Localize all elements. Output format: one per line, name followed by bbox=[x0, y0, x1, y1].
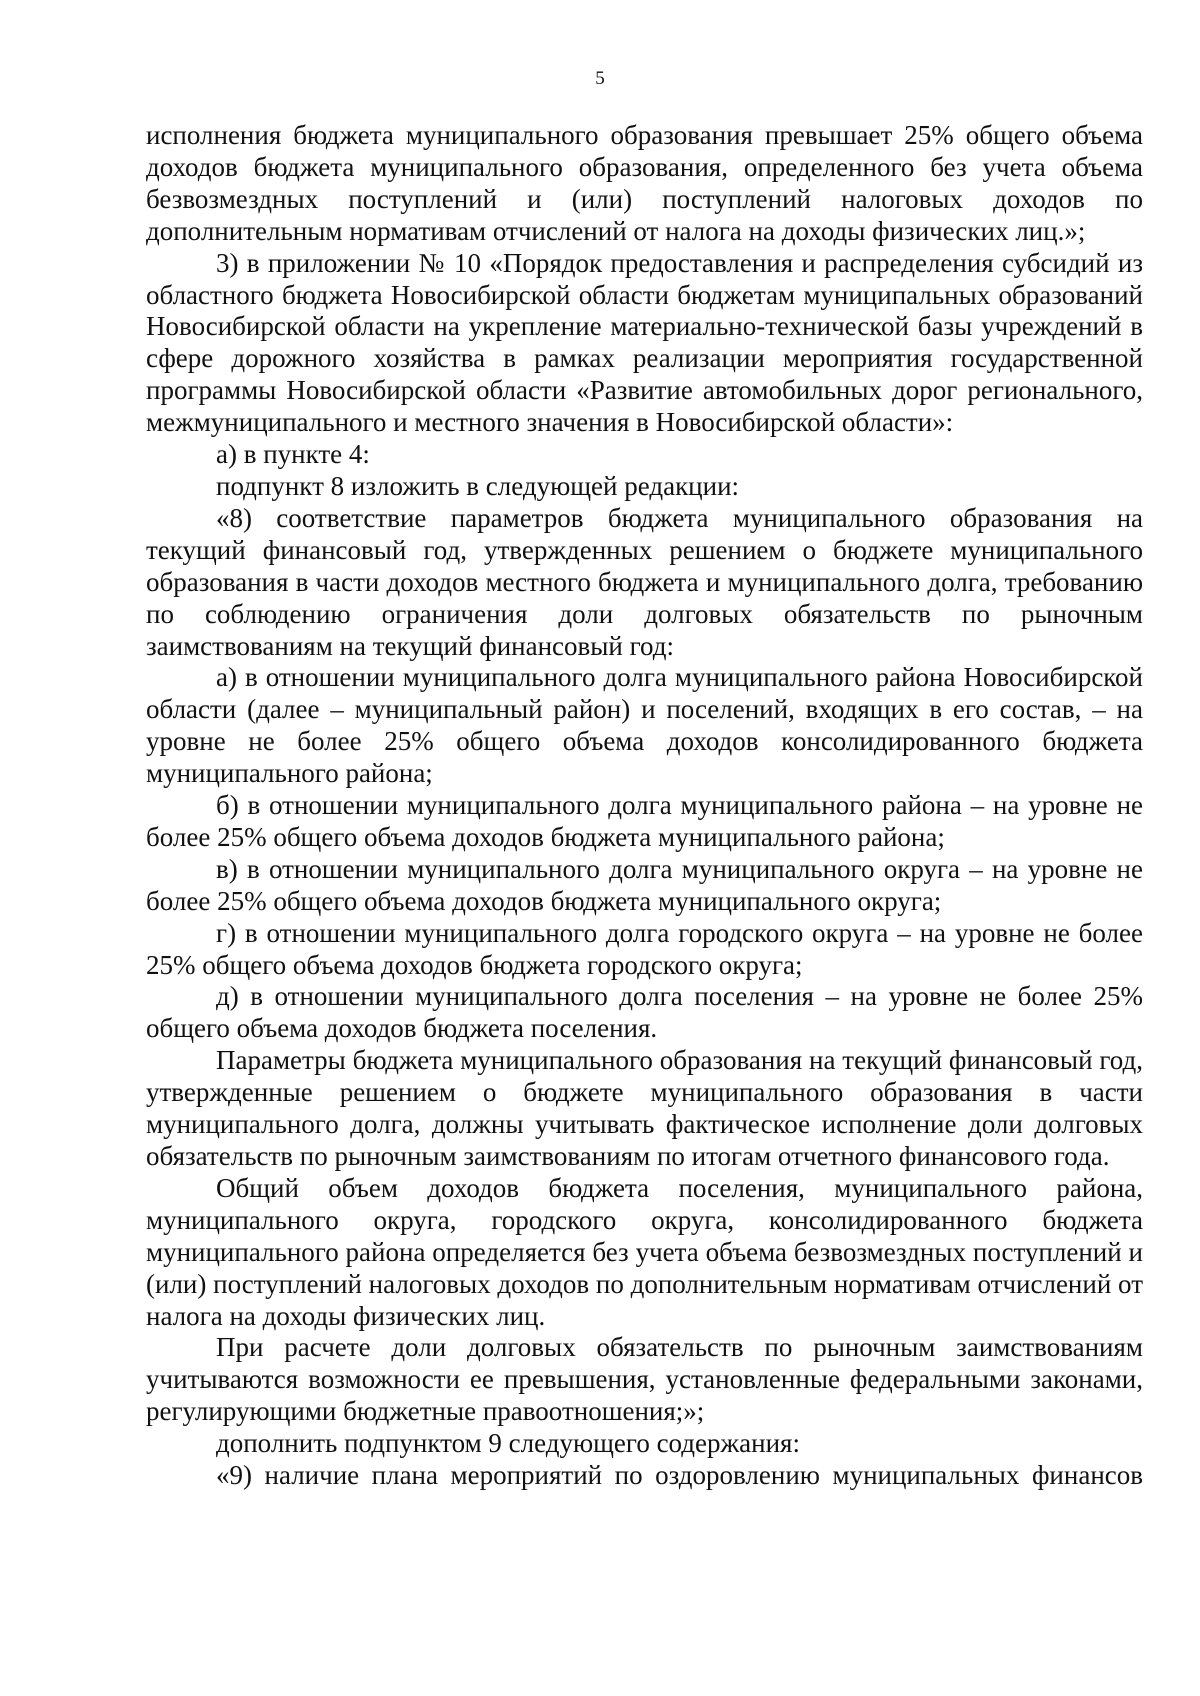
paragraph-budget-parameters: Параметры бюджета муниципального образования на текущий финансовый год, утвержденные решением о бюджете муниципального образования в части муниципального долга, должны учитывать фактическое исполнение доли долговых обязательств по рыночным заимствованиям по итогам отчетного финансового года. bbox=[146, 1045, 1143, 1171]
paragraph-total-income: Общий объем доходов бюджета поселения, муниципального района, муниципального округа, городского округа, консолидированного бюджета муниципального района определяется без учета объема безвозмездных поступлений и (или) поступлений налоговых доходов по дополнительным нормативам отчислений от налога на доходы физических лиц. bbox=[146, 1172, 1143, 1331]
paragraph-item-3: 3) в приложении № 10 «Порядок предоставления и распределения субсидий из областного бюджета Новосибирской области бюджетам муниципальных образований Новосибирской области на укрепление материально-технической базы учреждений в сфере дорожного хозяйства в рамках реализации мероприятия государственной программы Новосибирской области «Развитие автомобильных дорог регионального, межмуниципального и местного значения в Новосибирской области»: bbox=[146, 247, 1143, 438]
paragraph-subpoint-8-a: а) в отношении муниципального долга муниципального района Новосибирской области (далее – муниципальный район) и поселений, входящих в его состав, – на уровне не более 25% общего объема доходов консолидированного бюджета муниципального района; bbox=[146, 662, 1143, 789]
paragraph-subpoint-8-b: б) в отношении муниципального долга муниципального района – на уровне не более 25% общего объема доходов бюджета муниципального района; bbox=[146, 790, 1143, 852]
paragraph-continuation: исполнения бюджета муниципального образования превышает 25% общего объема доходов бюджета муниципального образования, определенного без учета объема безвозмездных поступлений и (или) поступлений налоговых доходов по дополнительным нормативам отчислений от налога на доходы физических лиц.»; bbox=[146, 120, 1143, 246]
paragraph-subpoint-8-g: г) в отношении муниципального долга городского округа – на уровне не более 25% общего объема доходов бюджета городского округа; bbox=[146, 917, 1143, 980]
paragraph-subpoint-8-v: в) в отношении муниципального долга муниципального округа – на уровне не более 25% общего объема доходов бюджета муниципального округа; bbox=[146, 853, 1143, 916]
paragraph-subpoint-8: «8) соответствие параметров бюджета муниципального образования на текущий финансовый год, утвержденных решением о бюджете муниципального образования в части доходов местного бюджета и муниципального долга, требованию по соблюдению ограничения доли долговых обязательств по рыночным заимствованиям на текущий финансовый год: bbox=[146, 502, 1143, 661]
paragraph-share-calculation: При расчете доли долговых обязательств по рыночным заимствованиям учитываются возможности ее превышения, установленные федеральными законами, регулирующими бюджетные правоотношения;»; bbox=[146, 1332, 1143, 1427]
paragraph-subpoint-9: «9) наличие плана мероприятий по оздоровлению муниципальных финансов bbox=[216, 1460, 1143, 1491]
paragraph-subpoint-8-intro: подпункт 8 изложить в следующей редакции: bbox=[216, 470, 740, 501]
paragraph-subpoint-8-d: д) в отношении муниципального долга поселения – на уровне не более 25% общего объема доходов бюджета поселения. bbox=[146, 981, 1143, 1044]
paragraph-add-subpoint-9: дополнить подпунктом 9 следующего содержания: bbox=[216, 1428, 800, 1459]
paragraph-point-a: а) в пункте 4: bbox=[216, 439, 370, 470]
document-body bbox=[146, 120, 1143, 1492]
page-number: 5 bbox=[595, 68, 605, 89]
